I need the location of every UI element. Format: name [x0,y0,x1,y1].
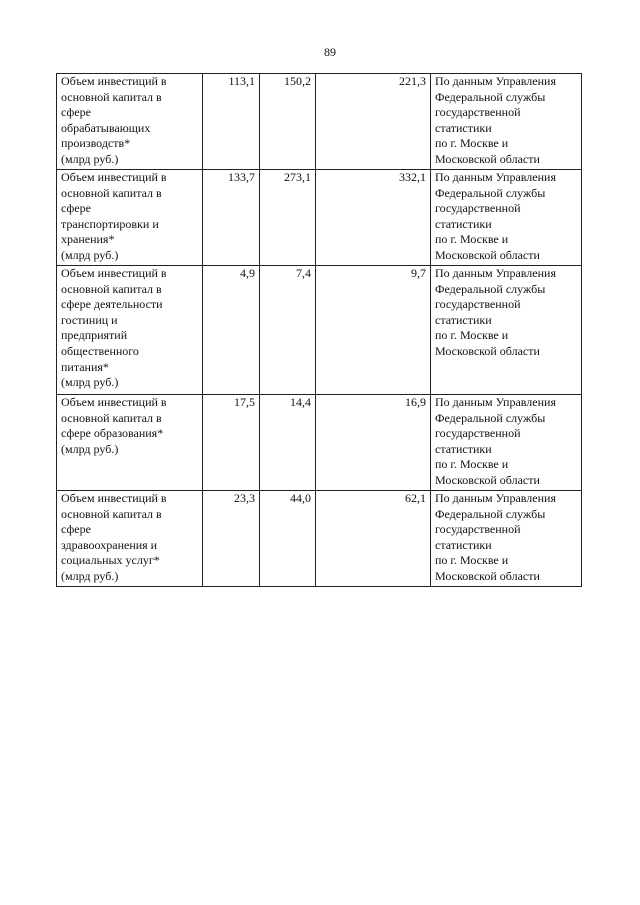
value-text: 14,4 [290,395,311,409]
table-row [57,74,582,170]
table-row [57,491,582,587]
value-cell [203,266,260,395]
value-cell [316,170,431,266]
source-cell [431,170,582,266]
value-cell [260,266,316,395]
indicator-cell [57,170,203,266]
table-row [57,170,582,266]
value-cell [203,170,260,266]
source-cell [431,74,582,170]
indicator-cell [57,266,203,395]
value-text: 273,1 [284,170,311,184]
source-text: По данным Управления Федеральной службы государственной статистики по г. Москве и Московской области [435,170,556,262]
value-text: 16,9 [405,395,426,409]
indicator-cell [57,491,203,587]
value-text: 221,3 [399,74,426,88]
value-text: 23,3 [234,491,255,505]
investment-table [56,73,582,587]
value-text: 150,2 [284,74,311,88]
indicator-cell [57,74,203,170]
source-text: По данным Управления Федеральной службы государственной статистики по г. Москве и Московской области [435,74,556,166]
indicator-text: Объем инвестиций в основной капитал в сфере транспортировки и хранения* (млрд руб.) [61,170,167,262]
value-text: 113,1 [228,74,255,88]
source-cell [431,491,582,587]
value-cell [316,395,431,491]
value-text: 62,1 [405,491,426,505]
indicator-text: Объем инвестиций в основной капитал в сфере обрабатывающих производств* (млрд руб.) [61,74,167,166]
value-text: 133,7 [228,170,255,184]
indicator-text: Объем инвестиций в основной капитал в сфере здравоохранения и социальных услуг* (млрд руб.) [61,491,167,583]
value-cell [316,491,431,587]
value-text: 4,9 [240,266,255,280]
value-cell [260,491,316,587]
value-text: 17,5 [234,395,255,409]
indicator-text: Объем инвестиций в основной капитал в сфере деятельности гостиниц и предприятий общественного питания* (млрд руб.) [61,266,167,390]
value-cell [316,74,431,170]
value-text: 7,4 [296,266,311,280]
indicator-cell [57,395,203,491]
value-text: 44,0 [290,491,311,505]
source-cell [431,266,582,395]
value-cell [260,170,316,266]
indicator-text: Объем инвестиций в основной капитал в сфере образования* (млрд руб.) [61,395,167,456]
value-cell [203,74,260,170]
value-text: 9,7 [411,266,426,280]
value-cell [203,491,260,587]
value-cell [203,395,260,491]
table-row [57,266,582,395]
source-text: По данным Управления Федеральной службы государственной статистики по г. Москве и Московской области [435,491,556,583]
value-text: 332,1 [399,170,426,184]
source-text: По данным Управления Федеральной службы государственной статистики по г. Москве и Московской области [435,395,556,487]
value-cell [260,395,316,491]
page-number: 89 [324,45,336,59]
value-cell [260,74,316,170]
source-cell [431,395,582,491]
value-cell [316,266,431,395]
table-row [57,395,582,491]
source-text: По данным Управления Федеральной службы государственной статистики по г. Москве и Московской области [435,266,556,358]
